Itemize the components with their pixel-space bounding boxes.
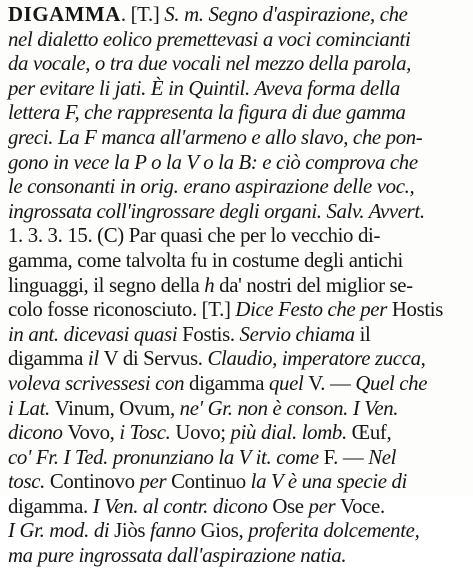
entry-text-segment: V di Servus. — [103, 346, 208, 371]
entry-line — [8, 322, 464, 347]
entry-line — [8, 518, 464, 543]
entry-text-segment: S. m. Segno d'aspirazione, che — [164, 2, 408, 26]
entry-text-segment: i Tosc. — [119, 420, 176, 445]
entry-text-segment: Claudio, imperatore zucca, — [207, 346, 426, 371]
entry-line — [8, 420, 464, 445]
entry-text-segment: lettera F, che rappresenta la figura di due gamma — [8, 100, 406, 125]
entry-line — [8, 27, 464, 52]
entry-text-segment: Gios, — [200, 518, 249, 543]
entry-text-segment: quel — [268, 370, 309, 395]
entry-text-segment: gono in vece la P o la V o la B: e ciò comprova che — [8, 149, 418, 174]
entry-line — [8, 51, 464, 76]
entry-text-segment: Vovo, — [67, 420, 120, 445]
entry-text-segment: digamma. — [8, 493, 93, 518]
entry-line — [8, 346, 464, 371]
entry-line — [8, 174, 464, 199]
entry-text-segment: le consonanti in orig. erano aspirazione delle voc., — [8, 174, 415, 199]
entry-text-segment: tosc. — [8, 469, 50, 494]
entry-text-segment: voleva scrivessesi con — [8, 370, 190, 395]
entry-text-segment: colo fosse riconosciuto. [T.] — [8, 297, 236, 322]
entry-text-segment: Servio chiama — [239, 321, 355, 346]
entry-line — [8, 445, 464, 470]
entry-text-segment: ma pure ingrossata dall'aspirazione natia. — [8, 543, 347, 568]
entry-text-segment: Fostis. — [182, 321, 240, 346]
entry-line — [8, 125, 464, 150]
entry-text-segment: . [T.] — [120, 2, 165, 26]
entry-text-segment: I Gr. mod. di — [8, 518, 115, 543]
entry-line — [8, 199, 464, 224]
entry-text-segment: Continovo — [49, 469, 140, 494]
entry-text-segment: gamma, come talvolta fu in costume degli antichi — [8, 247, 403, 272]
entry-text-segment: Quel che — [355, 370, 428, 395]
entry-text-segment: il — [87, 346, 104, 371]
dictionary-entry-digamma — [8, 2, 468, 568]
entry-text-segment: greci. La F manca all'armeno e allo slavo, che pon- — [8, 124, 423, 149]
entry-text-segment: Œuf, — [351, 420, 392, 445]
entry-line — [8, 2, 464, 27]
entry-text-segment: co' Fr. I Ted. pronunziano la V it. come — [8, 444, 324, 469]
entry-text-segment: ne' Gr. non è conson. I Ven. — [179, 395, 399, 420]
entry-text-segment: Voce. — [340, 493, 385, 518]
entry-text-segment: in ant. dicevasi quasi — [8, 321, 183, 346]
entry-text-segment: Dice Festo che per — [235, 297, 392, 322]
entry-line — [8, 273, 464, 298]
entry-text-segment: V. — — [308, 370, 356, 395]
entry-line — [8, 297, 464, 322]
entry-line — [8, 396, 464, 421]
entry-text-segment: digamma — [189, 370, 269, 395]
entry-line — [8, 76, 464, 101]
entry-text-segment: Continuo — [171, 469, 251, 494]
entry-text-segment: il — [354, 321, 371, 346]
entry-line — [8, 494, 464, 519]
entry-line — [8, 150, 464, 175]
entry-line — [8, 100, 464, 125]
entry-text-segment: ingrossata coll'ingrossare degli organi. Salv. Avvert. — [8, 198, 425, 223]
entry-text-segment: h — [204, 272, 215, 297]
entry-text-segment: linguaggi, il segno della — [8, 272, 205, 297]
entry-text-segment: i Lat. — [8, 395, 55, 420]
entry-line — [8, 543, 464, 568]
entry-text-segment: nel dialetto eolico premettevasi a voci comincianti — [8, 26, 411, 51]
entry-text-segment: Nel — [368, 444, 397, 469]
entry-text-segment: Jiòs — [114, 518, 151, 543]
entry-text-segment: fanno — [150, 518, 201, 543]
entry-text-segment: Vinum, Ovum, — [54, 395, 180, 420]
entry-text-segment: F. — — [323, 444, 369, 469]
entry-text-segment: da vocale, o tra due vocali nel mezzo della parola, — [8, 51, 412, 76]
entry-text-segment: più dial. lomb. — [230, 420, 352, 445]
entry-text-segment: Hostis — [391, 297, 443, 322]
entry-text-segment: per evitare li jati. È in Quintil. Aveva forma della — [8, 75, 400, 100]
entry-text-segment: la V è una specie di — [250, 469, 407, 494]
entry-line — [8, 223, 464, 248]
entry-text-segment: dicono — [8, 420, 68, 445]
entry-text-segment: I Ven. al contr. dicono — [92, 493, 273, 518]
entry-text-segment: per — [139, 469, 172, 494]
entry-line — [8, 469, 464, 494]
entry-text-segment: 1. 3. 3. 15. (C) Par quasi che per lo vecchio di- — [8, 223, 381, 248]
entry-text-segment: da' nostri del miglior se- — [214, 272, 413, 297]
entry-text-segment: proferita dolcemente, — [248, 518, 420, 543]
entry-text-segment: per — [308, 493, 341, 518]
entry-line — [8, 371, 464, 396]
entry-text-segment: Uovo; — [175, 420, 231, 445]
entry-headword: DIGAMMA — [8, 2, 121, 26]
entry-text-segment: Ose — [272, 493, 309, 518]
entry-text-segment: digamma — [8, 346, 88, 371]
entry-line — [8, 248, 464, 273]
